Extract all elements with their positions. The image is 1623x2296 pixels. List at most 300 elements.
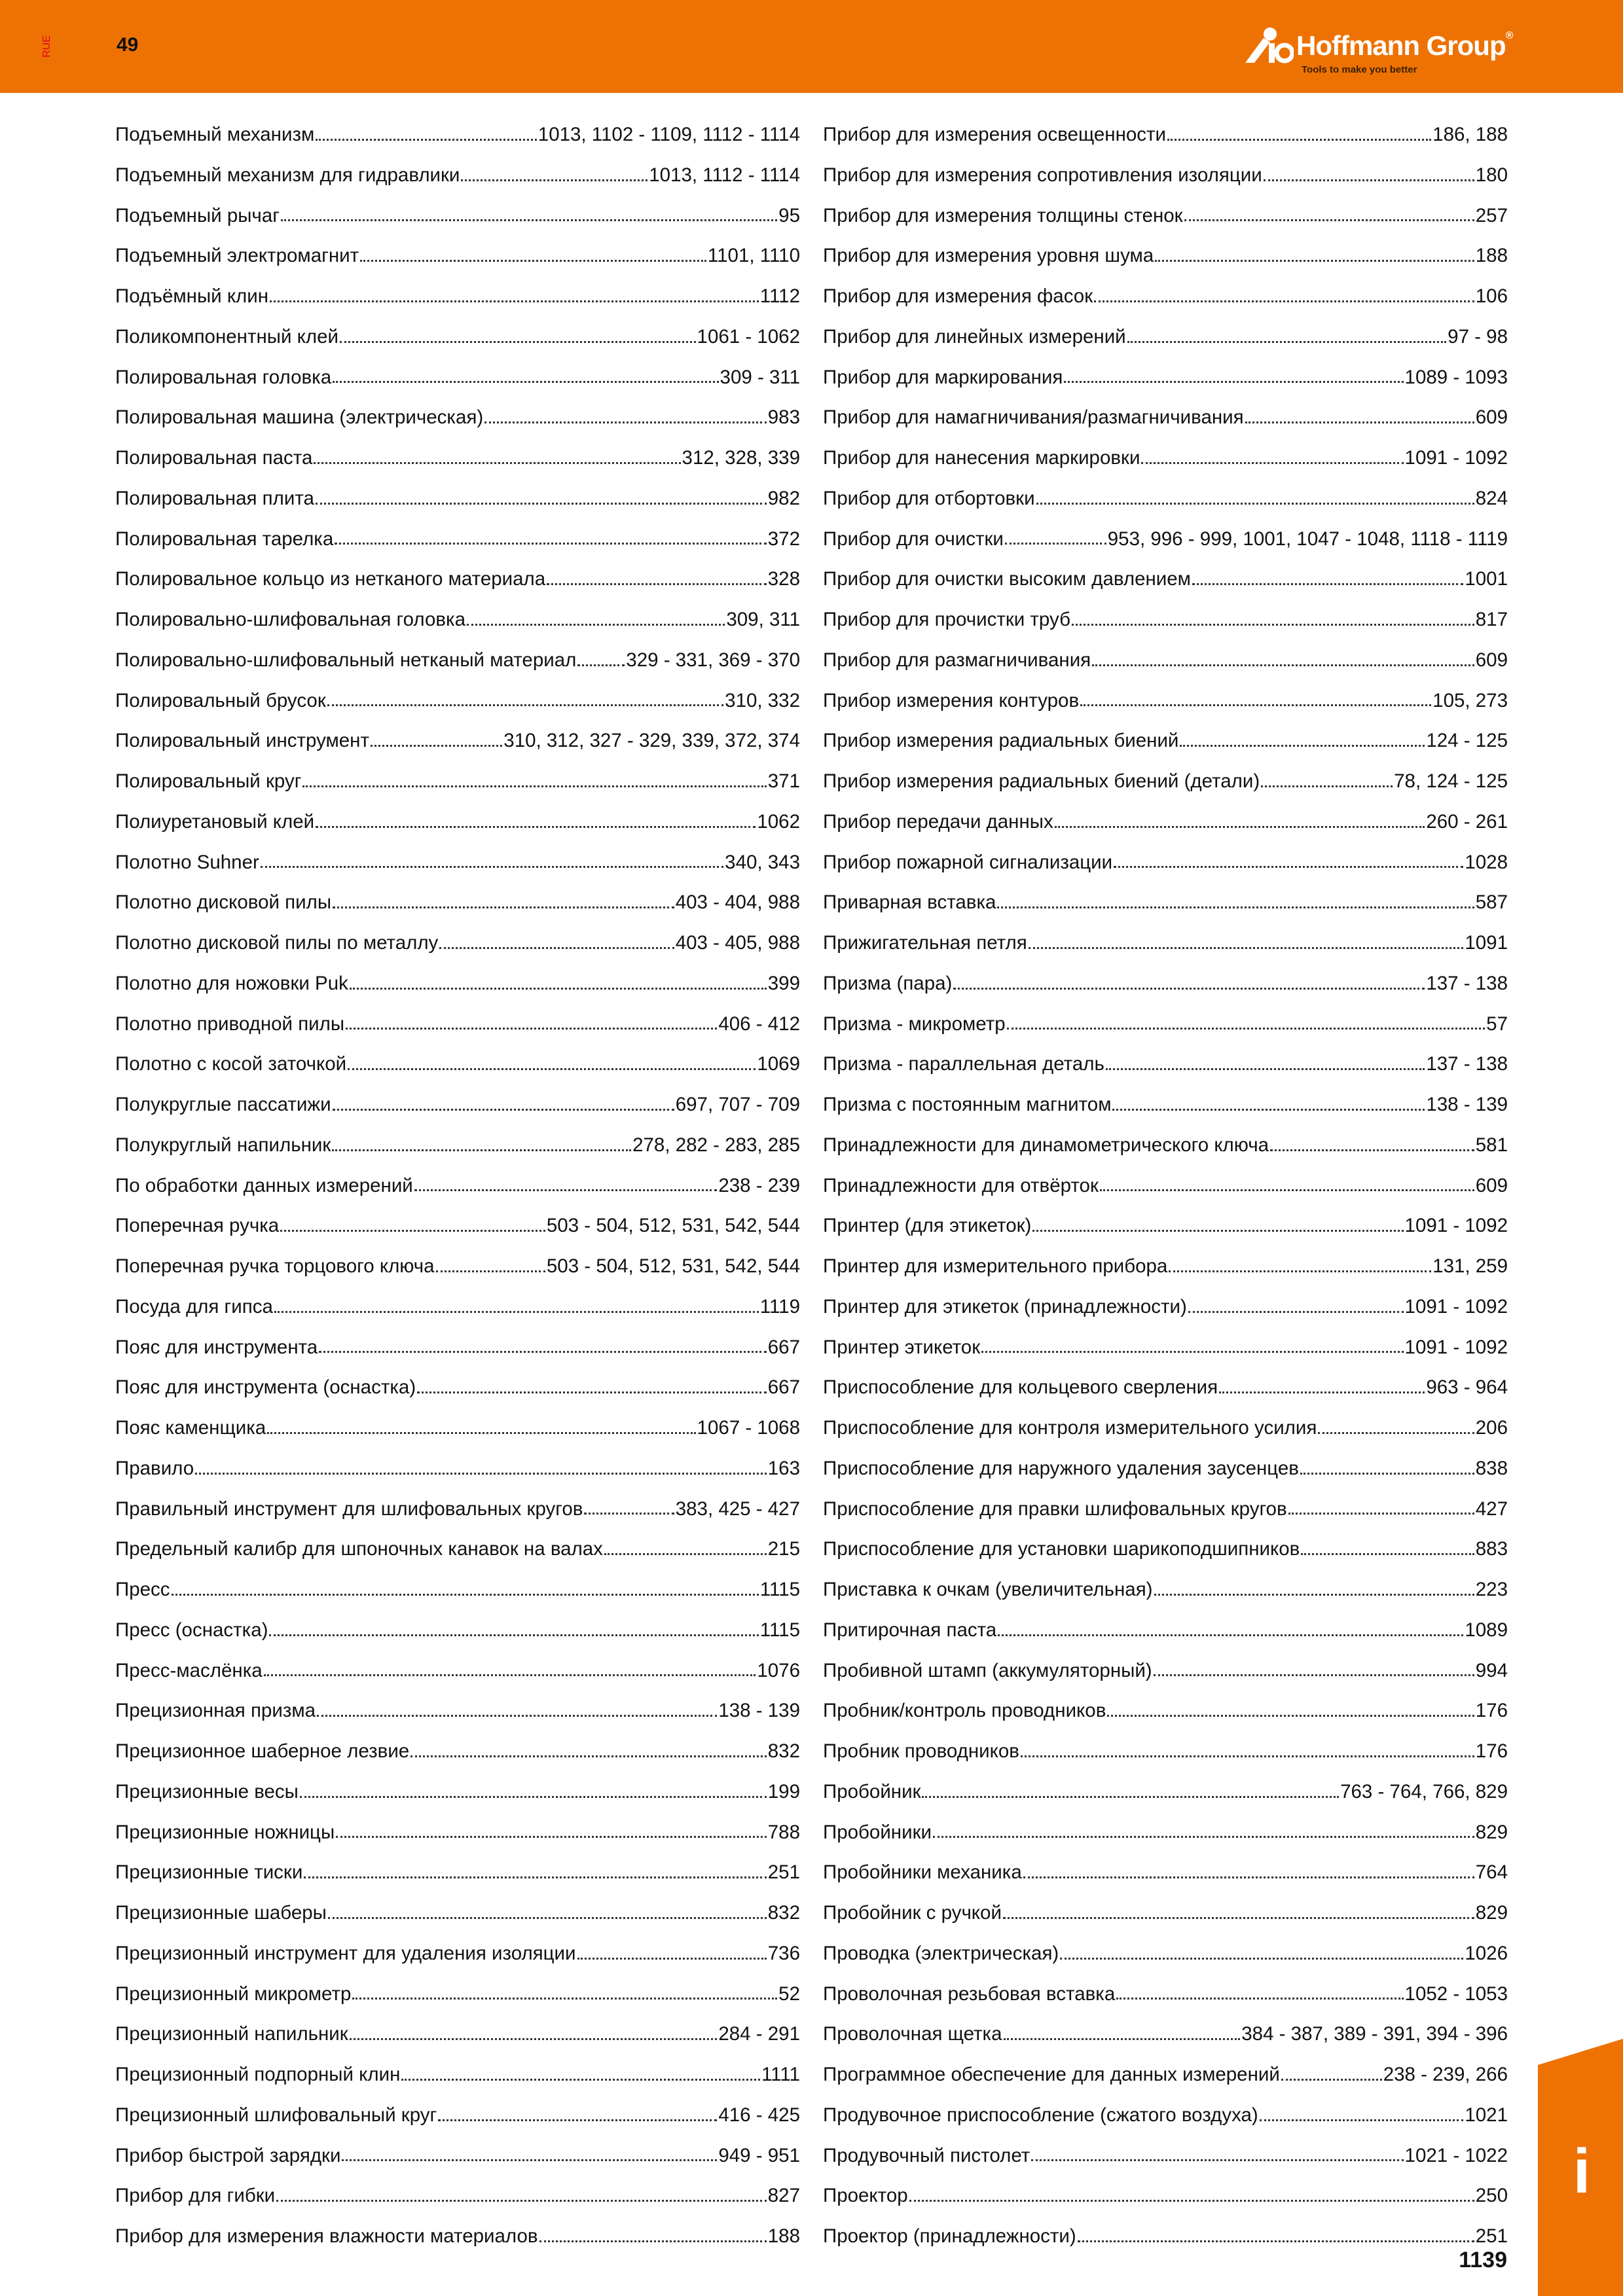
index-entry (115, 1812, 800, 1853)
page-reference[interactable]: 503 - 504, 512, 531, 542, 544 (546, 1255, 800, 1277)
dot-leader (401, 2078, 760, 2081)
page-reference[interactable]: 1021 - 1022 (1404, 2144, 1508, 2166)
page-reference[interactable]: 1091 - 1092 (1404, 1295, 1508, 1318)
page-reference[interactable]: 963 - 964 (1426, 1376, 1508, 1399)
index-entry (115, 802, 800, 842)
index-term: Полировальный инструмент (115, 730, 369, 752)
index-entry (115, 2054, 800, 2095)
index-term: Принтер для измерительного прибора (823, 1255, 1168, 1277)
index-entry (823, 397, 1508, 438)
index-entry (823, 1610, 1508, 1651)
dot-leader (439, 946, 674, 949)
page-reference[interactable]: 284 - 291 (718, 2023, 800, 2045)
index-term: Прибор для отбортовки (823, 487, 1035, 509)
index-entry (823, 478, 1508, 519)
index-entry (115, 882, 800, 923)
dot-leader (316, 138, 537, 141)
page-reference[interactable]: 832 (767, 1902, 800, 1924)
index-entry (115, 2176, 800, 2216)
index-entry (823, 1691, 1508, 1731)
index-term: Притирочная паста (823, 1619, 997, 1641)
index-entry (115, 1327, 800, 1368)
page-reference[interactable]: 1089 - 1093 (1404, 366, 1508, 388)
page-reference[interactable]: 260 - 261 (1426, 810, 1508, 833)
page-reference[interactable]: 763 - 764, 766, 829 (1340, 1780, 1508, 1803)
page-reference[interactable]: 587 (1475, 891, 1508, 914)
dot-leader (1245, 421, 1474, 423)
page-reference[interactable]: 1089 (1465, 1619, 1508, 1641)
page-reference[interactable]: 57 (1486, 1013, 1508, 1035)
dot-leader (264, 1674, 756, 1676)
page-reference[interactable]: 215 (767, 1538, 800, 1560)
page-reference[interactable]: 328 (767, 568, 800, 590)
index-term: Принтер для этикеток (принадлежности) (823, 1295, 1187, 1318)
index-column-right (823, 115, 1508, 2257)
page-reference[interactable]: 427 (1475, 1498, 1508, 1520)
dot-leader (1169, 1270, 1431, 1272)
index-entry (115, 357, 800, 398)
page-reference[interactable]: 250 (1475, 2185, 1508, 2207)
dot-leader (267, 1431, 695, 1434)
page-reference[interactable]: 309 - 311 (720, 366, 800, 388)
page-reference[interactable]: 251 (1475, 2225, 1508, 2247)
dot-leader (340, 340, 696, 343)
page-reference[interactable]: 827 (767, 2185, 800, 2207)
index-term: Подъемный механизм для гидравлики (115, 164, 460, 186)
page-reference[interactable]: 329 - 331, 369 - 370 (626, 649, 800, 671)
page-reference[interactable]: 838 (1475, 1457, 1508, 1479)
page-reference[interactable]: 251 (767, 1861, 800, 1884)
registered-mark: ® (1505, 30, 1513, 41)
index-term: Прибор для измерения влажности материалов (115, 2225, 538, 2247)
index-term: Полировальное кольцо из нетканого материала (115, 568, 546, 590)
page-reference[interactable]: 824 (1475, 487, 1508, 509)
page-reference[interactable]: 1069 (757, 1053, 800, 1075)
dot-leader (1106, 1067, 1425, 1070)
dot-leader (314, 461, 680, 464)
dot-leader (1094, 300, 1474, 302)
index-entry (823, 276, 1508, 317)
index-entry (823, 681, 1508, 721)
dot-leader (1192, 583, 1463, 585)
index-entry (823, 1852, 1508, 1893)
page-reference[interactable]: 609 (1475, 649, 1508, 671)
index-term: Проводка (электрическая) (823, 1942, 1059, 1964)
dot-leader (333, 906, 674, 908)
page-reference[interactable]: 138 - 139 (718, 1700, 800, 1722)
page-reference[interactable]: 403 - 404, 988 (675, 891, 800, 914)
dot-leader (1003, 1916, 1474, 1919)
page-reference[interactable]: 1062 (757, 810, 800, 833)
dot-leader (1318, 1431, 1474, 1434)
index-term: Полировальная машина (электрическая) (115, 406, 484, 429)
page-reference[interactable]: 1112 (759, 285, 800, 307)
index-term: Прибор для нанесения маркировки (823, 447, 1140, 469)
index-term: Пробойники (823, 1821, 932, 1843)
page-reference[interactable]: 97 - 98 (1448, 325, 1508, 348)
index-entry (115, 397, 800, 438)
page-reference[interactable]: 186, 188 (1432, 124, 1508, 145)
page-reference[interactable]: 609 (1475, 1174, 1508, 1196)
dot-leader (328, 1916, 767, 1919)
dot-leader (350, 987, 767, 990)
index-term: Пресс (115, 1579, 170, 1600)
page-reference[interactable]: 994 (1475, 1659, 1508, 1681)
index-term: Прецизионные тиски (115, 1861, 303, 1884)
dot-leader (1188, 1310, 1404, 1313)
index-entry (823, 1772, 1508, 1812)
page-reference[interactable]: 829 (1475, 1821, 1508, 1843)
index-term: Прибор для линейных измерений (823, 325, 1126, 348)
index-entry (115, 1570, 800, 1610)
dot-leader (484, 421, 767, 423)
index-entry (823, 721, 1508, 761)
index-term: Принадлежности для динамометрического ключа (823, 1134, 1269, 1156)
page-reference[interactable]: 78, 124 - 125 (1394, 770, 1508, 792)
page-reference[interactable]: 309, 311 (726, 609, 800, 630)
index-entry (823, 1044, 1508, 1085)
index-entry (115, 721, 800, 761)
index-term: Прецизионное шаберное лезвие (115, 1740, 410, 1762)
dot-leader (342, 2159, 717, 2161)
index-entry (115, 963, 800, 1004)
index-entry (115, 1287, 800, 1327)
page-reference[interactable]: 106 (1475, 285, 1508, 307)
dot-leader (317, 1714, 717, 1717)
page-reference[interactable]: 1013, 1112 - 1114 (649, 164, 800, 186)
page-reference[interactable]: 829 (1475, 1902, 1508, 1924)
index-term: Подъемный рычаг (115, 204, 280, 226)
dot-leader (346, 1027, 717, 1030)
dot-leader (933, 1835, 1474, 1838)
dot-leader (461, 179, 647, 181)
dot-leader (332, 1149, 631, 1151)
page-reference[interactable]: 206 (1475, 1417, 1508, 1439)
page-reference[interactable]: 238 - 239, 266 (1383, 2064, 1508, 2085)
dot-leader (1107, 1714, 1474, 1717)
page-reference[interactable]: 138 - 139 (1426, 1094, 1508, 1115)
index-entry (823, 1004, 1508, 1045)
index-entry (823, 1206, 1508, 1246)
index-term: Прибор для измерения сопротивления изоляции (823, 164, 1262, 186)
index-term: Проволочная резьбовая вставка (823, 1982, 1116, 2005)
info-icon: i (1573, 2136, 1591, 2206)
index-term: Пробник проводников (823, 1740, 1019, 1762)
dot-leader (981, 1350, 1403, 1353)
index-entry (115, 236, 800, 276)
index-term: Прибор для намагничивания/размагничивания (823, 406, 1244, 429)
page-reference[interactable]: 953, 996 - 999, 1001, 1047 - 1048, 1118 - 1119 (1107, 528, 1508, 550)
index-term: Полотно Suhner (115, 851, 259, 873)
page-reference[interactable]: 983 (767, 406, 800, 429)
index-term: Прибор для измерения толщины стенок (823, 204, 1183, 226)
index-entry (823, 438, 1508, 478)
dot-leader (909, 2199, 1474, 2202)
page-reference[interactable]: 1028 (1465, 851, 1508, 873)
page-reference[interactable]: 1026 (1465, 1942, 1508, 1964)
page-reference[interactable]: 257 (1475, 204, 1508, 226)
page-reference[interactable]: 416 - 425 (718, 2104, 800, 2126)
dot-leader (335, 542, 767, 545)
dot-leader (350, 2037, 718, 2040)
dot-leader (1100, 1189, 1474, 1191)
page-reference[interactable]: 1091 - 1092 (1404, 447, 1508, 469)
index-entry (115, 600, 800, 640)
index-entry (115, 1852, 800, 1893)
index-entry (115, 1691, 800, 1731)
page-reference[interactable]: 1091 - 1092 (1404, 1215, 1508, 1237)
dot-leader (348, 1067, 756, 1070)
page-reference[interactable]: 982 (767, 487, 800, 509)
index-term: Пояс для инструмента (115, 1336, 318, 1358)
dot-leader (539, 2240, 767, 2242)
index-entry (823, 1246, 1508, 1287)
index-entry (115, 317, 800, 357)
dot-leader (1023, 1876, 1474, 1878)
index-entry (823, 196, 1508, 236)
page-reference[interactable]: 223 (1475, 1579, 1508, 1600)
index-term: Пробойник с ручкой (823, 1902, 1002, 1924)
index-entry (115, 1125, 800, 1166)
page-reference[interactable]: 238 - 239 (718, 1174, 800, 1196)
index-entry (115, 923, 800, 963)
index-entry (823, 2054, 1508, 2095)
index-term: Приспособление для контроля измерительного усилия (823, 1417, 1317, 1439)
page-reference[interactable]: 1021 (1465, 2104, 1508, 2126)
index-term: Прибор для маркирования (823, 366, 1063, 388)
index-term: Проектор (принадлежности) (823, 2225, 1076, 2247)
page-reference[interactable]: 340, 343 (725, 851, 800, 873)
index-term: Приспособление для кольцевого сверления (823, 1376, 1218, 1399)
index-term: Пояс каменщика (115, 1417, 266, 1439)
page-reference[interactable]: 609 (1475, 406, 1508, 429)
page-reference[interactable]: 199 (767, 1780, 800, 1803)
dot-leader (410, 1755, 767, 1757)
index-term: Приспособление для наружного удаления заусенцев (823, 1457, 1299, 1479)
page-reference[interactable]: 832 (767, 1740, 800, 1762)
dot-leader (1004, 2037, 1241, 2040)
dot-leader (577, 1957, 767, 1960)
page-reference[interactable]: 95 (778, 204, 800, 226)
page-reference[interactable]: 163 (767, 1457, 800, 1479)
index-entry (115, 1974, 800, 2015)
language-code: RUE (41, 35, 52, 58)
page-reference[interactable]: 1115 (759, 1579, 800, 1600)
index-entry (823, 1489, 1508, 1530)
page-reference[interactable]: 581 (1475, 1134, 1508, 1156)
dot-leader (467, 623, 725, 626)
page-reference[interactable]: 949 - 951 (718, 2144, 800, 2166)
index-entry (823, 2014, 1508, 2054)
index-term: Полотно дисковой пилы по металлу (115, 932, 439, 954)
page-reference[interactable]: 788 (767, 1821, 800, 1843)
dot-leader (1072, 623, 1474, 626)
dot-leader (1114, 865, 1463, 868)
index-term: Полотно дисковой пилы (115, 891, 332, 914)
dot-leader (1092, 664, 1474, 666)
dot-leader (1264, 179, 1474, 181)
page-reference[interactable]: 1119 (759, 1295, 800, 1318)
page-reference[interactable]: 1115 (759, 1619, 800, 1641)
dot-leader (1112, 1108, 1425, 1111)
dot-leader (1078, 2240, 1474, 2242)
index-entry (823, 1933, 1508, 1974)
page-reference[interactable]: 406 - 412 (718, 1013, 800, 1035)
page-reference[interactable]: 1076 (757, 1659, 800, 1681)
brand-logo[interactable] (1244, 25, 1513, 77)
page-reference[interactable]: 310, 332 (725, 689, 800, 711)
page-reference[interactable]: 736 (767, 1942, 800, 1964)
index-term: Пробивной штамп (аккумуляторный) (823, 1659, 1152, 1681)
page-reference[interactable]: 697, 707 - 709 (675, 1094, 800, 1115)
index-term: Прибор для измерения уровня шума (823, 245, 1154, 267)
index-term: Прибор для измерения фасок (823, 285, 1093, 307)
index-term: Продувочный пистолет (823, 2144, 1030, 2166)
index-entry (115, 2136, 800, 2176)
dot-leader (577, 664, 625, 666)
dot-leader (1080, 704, 1431, 706)
page-reference[interactable]: 278, 282 - 283, 285 (632, 1134, 800, 1156)
page-reference[interactable]: 1052 - 1053 (1404, 1982, 1508, 2005)
page-reference[interactable]: 1013, 1102 - 1109, 1112 - 1114 (538, 124, 800, 145)
page-reference[interactable]: 667 (767, 1336, 800, 1358)
page-reference[interactable]: 503 - 504, 512, 531, 542, 544 (546, 1215, 800, 1237)
index-entry (115, 1610, 800, 1651)
index-term: Правильный инструмент для шлифовальных кругов (115, 1498, 583, 1520)
page-reference[interactable]: 310, 312, 327 - 329, 339, 372, 374 (503, 730, 800, 752)
index-term: Приварная вставка (823, 891, 996, 914)
page-reference[interactable]: 105, 273 (1432, 689, 1508, 711)
index-entry (823, 236, 1508, 276)
index-term: Принадлежности для отвёрток (823, 1174, 1099, 1196)
index-term: Полукруглый напильник (115, 1134, 331, 1156)
index-term: Прецизионный подпорный клин (115, 2064, 401, 2085)
index-entry (115, 842, 800, 883)
dot-leader (327, 704, 723, 706)
page-reference[interactable]: 188 (1475, 245, 1508, 267)
page-reference[interactable]: 1101, 1110 (707, 245, 800, 267)
page-reference[interactable]: 383, 425 - 427 (675, 1498, 800, 1520)
index-entry (115, 478, 800, 519)
index-entry (115, 1166, 800, 1206)
page-reference[interactable]: 1001 (1465, 568, 1508, 590)
dot-leader (304, 1876, 766, 1878)
page-reference[interactable]: 384 - 387, 389 - 391, 394 - 396 (1241, 2023, 1508, 2045)
page-reference[interactable]: 883 (1475, 1538, 1508, 1560)
index-term: Прецизионные ножницы (115, 1821, 335, 1843)
page-reference[interactable]: 667 (767, 1376, 800, 1399)
index-term: Прибор для очистки высоким давлением (823, 568, 1191, 590)
index-term: Полировальная плита (115, 487, 314, 509)
dot-leader (1116, 1997, 1403, 2000)
index-term: Прибор измерения радиальных биений (детали) (823, 770, 1260, 792)
dot-leader (1154, 1593, 1474, 1596)
index-term: Прибор для очистки (823, 528, 1004, 550)
page-reference[interactable]: 124 - 125 (1426, 730, 1508, 752)
page-reference[interactable]: 1111 (761, 2064, 800, 2085)
dot-leader (547, 583, 767, 585)
page-reference[interactable]: 312, 328, 339 (682, 447, 800, 469)
index-entry (115, 559, 800, 600)
index-term: Прибор для размагничивания (823, 649, 1091, 671)
dot-leader (1219, 1391, 1425, 1393)
index-entry (115, 196, 800, 236)
page-reference[interactable]: 817 (1475, 609, 1508, 630)
dot-leader (336, 1835, 767, 1838)
page-reference[interactable]: 371 (767, 770, 800, 792)
dot-leader (276, 2199, 767, 2202)
dot-leader (352, 1997, 777, 2000)
index-entry (115, 1893, 800, 1933)
index-term: Прибор для прочистки труб (823, 609, 1070, 630)
dot-leader (1064, 380, 1403, 383)
index-entry (823, 155, 1508, 196)
index-entry (115, 2095, 800, 2136)
dot-leader (1031, 2159, 1403, 2161)
index-term: Полукруглые пассатижи (115, 1094, 331, 1115)
page-reference[interactable]: 1091 - 1092 (1404, 1336, 1508, 1358)
page-reference[interactable]: 1091 (1465, 932, 1508, 954)
page-reference[interactable]: 403 - 405, 988 (675, 932, 800, 954)
index-term: Правило (115, 1457, 194, 1479)
index-term: Прибор измерения контуров (823, 689, 1080, 711)
index-entry (823, 559, 1508, 600)
dot-leader (319, 1350, 767, 1353)
index-entry (823, 1651, 1508, 1691)
page-reference[interactable]: 131, 259 (1432, 1255, 1508, 1277)
index-entry (115, 1731, 800, 1772)
index-entry (823, 963, 1508, 1004)
index-term: Полотно для ножовки Puk (115, 972, 348, 994)
index-entry (823, 640, 1508, 681)
hoffmann-logo-icon (1244, 25, 1294, 64)
dot-leader (1155, 259, 1474, 262)
page-reference[interactable]: 137 - 138 (1426, 972, 1508, 994)
index-term: Пробник/контроль проводников (823, 1700, 1106, 1722)
index-term: Посуда для гипса (115, 1295, 273, 1318)
page-reference[interactable]: 372 (767, 528, 800, 550)
brand-name: Hoffmann Group® (1296, 30, 1513, 61)
dot-leader (261, 865, 723, 868)
dot-leader (333, 380, 718, 383)
index-entry (823, 1085, 1508, 1125)
index-term: Приспособление для установки шарикоподшипников (823, 1538, 1300, 1560)
dot-leader (414, 1189, 718, 1191)
index-term: Прецизионная призма (115, 1700, 316, 1722)
index-term: Прецизионные шаберы (115, 1902, 327, 1924)
dot-leader (1127, 340, 1447, 343)
brand-tagline: Tools to make you better (1302, 64, 1417, 75)
page-reference[interactable]: 137 - 138 (1426, 1053, 1508, 1075)
index-entry (115, 115, 800, 155)
page-reference[interactable]: 176 (1475, 1740, 1508, 1762)
page-reference[interactable]: 176 (1475, 1700, 1508, 1722)
index-entry (823, 1327, 1508, 1368)
page-reference[interactable]: 764 (1475, 1861, 1508, 1884)
page-reference[interactable]: 180 (1475, 164, 1508, 186)
dot-leader (302, 785, 766, 787)
dot-leader (371, 744, 502, 747)
page-reference[interactable]: 52 (778, 1982, 800, 2005)
index-term: Полировальная тарелка (115, 528, 334, 550)
page-reference[interactable]: 1061 - 1062 (697, 325, 800, 348)
page-reference[interactable]: 1067 - 1068 (697, 1417, 800, 1439)
index-term: Прецизионный напильник (115, 2023, 348, 2045)
index-entry (115, 640, 800, 681)
dot-leader (1141, 461, 1403, 464)
page-reference[interactable]: 399 (767, 972, 800, 994)
page-reference[interactable]: 188 (767, 2225, 800, 2247)
